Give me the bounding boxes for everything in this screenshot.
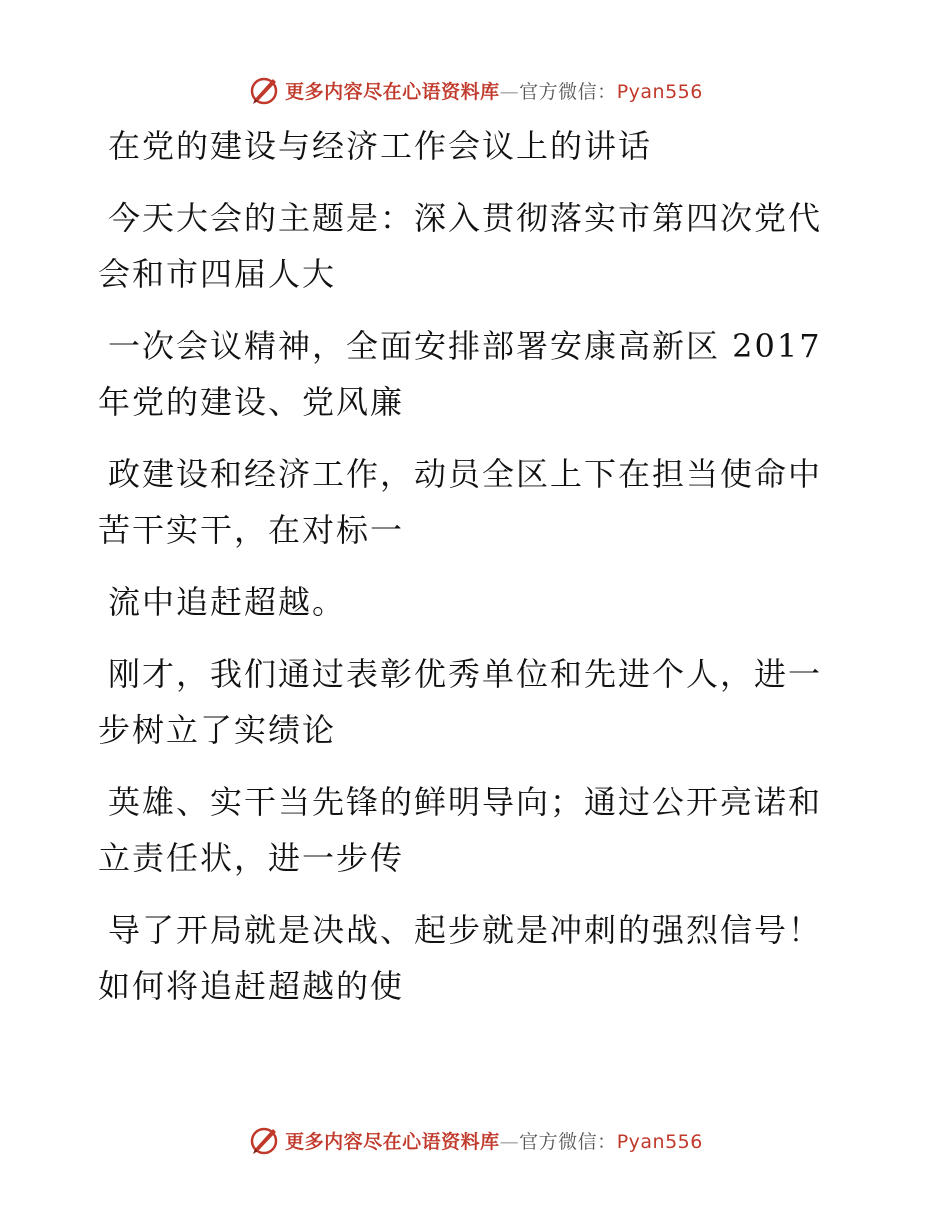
text-line: 刚才，我们通过表彰优秀单位和先进个人，进一 (108, 655, 823, 693)
banner-separator: — (499, 80, 520, 103)
text-line: 立责任状，进一步传 (98, 839, 405, 877)
header-banner (0, 70, 950, 110)
document-title: 在党的建设与经济工作会议上的讲话 (108, 127, 653, 165)
quill-pen-logo-icon (247, 1123, 281, 1157)
banner-separator: — (499, 1130, 520, 1153)
text-line: 一次会议精神，全面安排部署安康高新区 2017 (108, 327, 822, 365)
banner-text (285, 1127, 703, 1154)
text-line: 政建设和经济工作，动员全区上下在担当使命中 (108, 455, 823, 493)
banner-wechat-id: Pyan556 (616, 80, 703, 103)
banner-official-label: 官方微信： (519, 80, 617, 103)
text-line: 步树立了实绩论 (98, 711, 337, 749)
text-line: 会和市四届人大 (98, 255, 337, 293)
text-line: 苦干实干，在对标一 (98, 511, 405, 549)
banner-official-label: 官方微信： (519, 1130, 617, 1153)
footer-banner (0, 1120, 950, 1160)
text-line: 流中追赶超越。 (108, 583, 347, 621)
text-line: 今天大会的主题是：深入贯彻落实市第四次党代 (108, 199, 823, 237)
text-line: 如何将追赶超越的使 (98, 967, 405, 1005)
text-line: 英雄、实干当先锋的鲜明导向；通过公开亮诺和 (108, 783, 823, 821)
document-body (98, 118, 838, 1014)
text-line: 年党的建设、党风廉 (98, 383, 405, 421)
banner-main-text: 更多内容尽在心语资料库 (285, 80, 500, 103)
quill-pen-logo-icon (247, 73, 281, 107)
text-line: 导了开局就是决战、起步就是冲刺的强烈信号！ (108, 911, 823, 949)
banner-main-text: 更多内容尽在心语资料库 (285, 1130, 500, 1153)
banner-wechat-id: Pyan556 (616, 1130, 703, 1153)
banner-text (285, 77, 703, 104)
